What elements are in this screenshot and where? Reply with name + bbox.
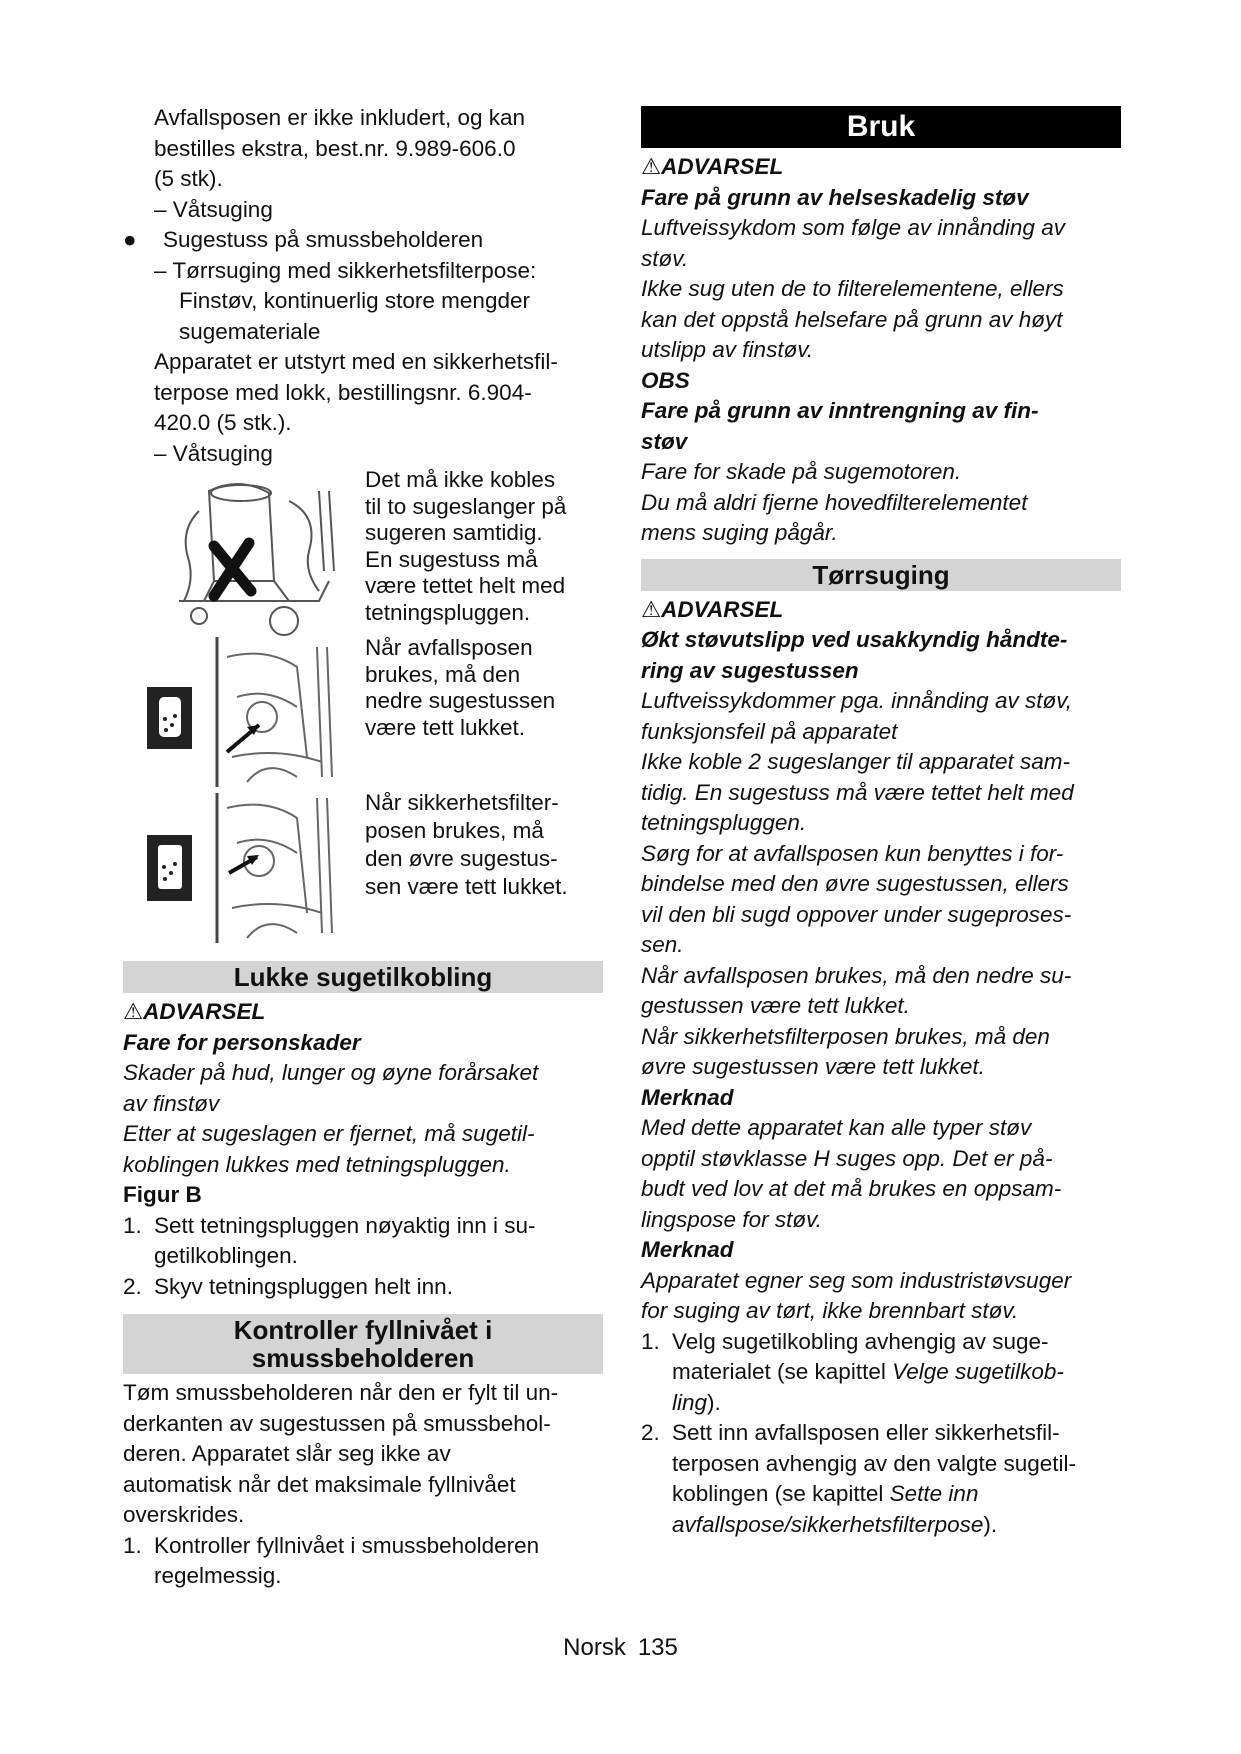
bullet-dot: ● <box>123 227 137 252</box>
note-text: Apparatet egner seg som industristøvsuger <box>641 1267 1072 1293</box>
page-number: 135 <box>637 1634 678 1661</box>
bullet-item <box>123 225 603 256</box>
fig-text-line: En sugestuss må <box>365 546 538 572</box>
hazard-text: vil den bli sugd oppover under sugeproses- <box>641 901 1072 927</box>
fig-text-line: Når sikkerhetsfilter- <box>365 790 559 815</box>
fig-text-line: nedre sugestussen <box>365 688 556 713</box>
page-footer <box>0 1634 1241 1662</box>
fig-text-line: sugeren samtidig. <box>365 520 543 545</box>
body-line: Tøm smussbeholderen når den er fylt til un- <box>123 1380 559 1405</box>
figure-ref: Figur B <box>123 1182 202 1207</box>
intro-line: bestilles ekstra, best.nr. 9.989-606.0 <box>154 135 516 161</box>
step-text: Kontroller fyllnivået i smussbeholderen <box>154 1532 540 1558</box>
vacuum-upper-port-illustration <box>147 793 347 943</box>
step-text <box>672 1479 1121 1510</box>
step-text <box>672 1388 1121 1419</box>
note-text: budt ved lov at det må brukes en oppsam- <box>641 1176 1062 1201</box>
equip-line: 420.0 (5 stk.). <box>154 410 292 435</box>
note-label: Merknad <box>641 1237 734 1262</box>
hazard-text: koblingen lukkes med tetningspluggen. <box>123 1151 511 1177</box>
note-label: Merknad <box>641 1084 734 1110</box>
step-text: Sett tetningspluggen nøyaktig inn i su- <box>154 1212 536 1238</box>
vacuum-lower-port-illustration <box>147 637 347 787</box>
fig-text-line: Når avfallsposen <box>365 635 533 660</box>
step-text <box>672 1357 1121 1388</box>
right-column <box>641 103 1121 1540</box>
fig-text-line: posen brukes, må <box>365 818 544 843</box>
heading-line: Kontroller fyllnivået i <box>233 1315 493 1345</box>
figure-bag-lower <box>123 635 603 801</box>
hazard-text: tidig. En sugestuss må være tettet helt med <box>641 779 1074 805</box>
figure-1-text <box>365 467 605 626</box>
step-text: getilkoblingen. <box>154 1243 298 1268</box>
chapter-ref: Sette inn <box>889 1481 979 1506</box>
bullet-text: Sugestuss på smussbeholderen <box>163 227 484 252</box>
obs-text: mens suging pågår. <box>641 520 838 545</box>
step-item <box>641 1327 1121 1419</box>
step-text: Velg sugetilkobling avhengig av suge- <box>672 1328 1049 1354</box>
hazard-text: gestussen være tett lukket. <box>641 993 910 1018</box>
step-text: Sett inn avfallsposen eller sikkerhetsfil- <box>672 1420 1060 1445</box>
hazard-text: bindelse med den øvre sugestussen, ellers <box>641 871 1069 896</box>
step-text <box>672 1510 1121 1541</box>
hazard-text: Når avfallsposen brukes, må den nedre su- <box>641 962 1072 988</box>
dry-sub-line: sugemateriale <box>179 318 321 344</box>
note-text: opptil støvklasse H suges opp. Det er på- <box>641 1145 1053 1171</box>
figure-filter-upper <box>123 790 603 947</box>
fig-text-line: den øvre sugestus- <box>365 846 558 871</box>
note-text: lingspose for støv. <box>641 1206 822 1232</box>
cross-mark-icon <box>214 543 251 596</box>
vacuum-no-two-hoses-illustration <box>169 471 349 641</box>
step-item <box>123 1211 603 1272</box>
equip-line: terpose med lokk, bestillingsnr. 6.904- <box>154 379 532 405</box>
hazard-title: Økt støvutslipp ved usakkyndig håndte- <box>641 627 1068 652</box>
chapter-ref: ling <box>672 1389 708 1415</box>
step-number: 1. <box>123 1532 142 1558</box>
obs-text: Du må aldri fjerne hovedfilterelementet <box>641 489 1028 515</box>
step-text-part: ). <box>983 1511 998 1537</box>
intro-line: (5 stk). <box>154 166 223 191</box>
fig-text-line: sen være tett lukket. <box>365 874 568 899</box>
step-text-part: ). <box>707 1389 721 1415</box>
section-heading-lukke: Lukke sugetilkobling <box>123 961 603 993</box>
fig-text-line: tetningspluggen. <box>365 599 531 625</box>
hazard-text: sen. <box>641 932 684 957</box>
warning-label: ⚠ADVARSEL <box>641 596 784 622</box>
step-text: Skyv tetningspluggen helt inn. <box>154 1273 453 1299</box>
obs-text: Fare for skade på sugemotoren. <box>641 459 962 484</box>
fig-text-line: til to sugeslanger på <box>365 493 567 519</box>
fig-text-line: være tett lukket. <box>365 714 526 740</box>
section-heading-fyllniva <box>123 1314 603 1374</box>
hazard-text: Sørg for at avfallsposen kun benyttes i for- <box>641 840 1064 866</box>
hazard-text: Ikke koble 2 sugeslanger til apparatet sam- <box>641 749 1070 774</box>
obs-label: OBS <box>641 367 690 393</box>
note-text: for suging av tørt, ikke brennbart støv. <box>641 1298 1019 1323</box>
body-line: deren. Apparatet slår seg ikke av <box>123 1441 451 1466</box>
equip-text <box>123 347 603 469</box>
obs-title: Fare på grunn av inntrengning av fin- <box>641 398 1039 423</box>
fig-text-line: Det må ikke kobles <box>365 467 556 492</box>
intro-line: Avfallsposen er ikke inkludert, og kan <box>154 105 526 130</box>
chapter-ref: avfallspose/sikkerhetsfilterpose <box>672 1511 984 1537</box>
warning-label: ⚠ADVARSEL <box>641 154 784 179</box>
hazard-title: ring av sugestussen <box>641 657 859 683</box>
equip-line: Apparatet er utstyrt med en sikkerhetsfil- <box>154 349 558 374</box>
step-item <box>641 1418 1121 1540</box>
heading-line: smussbeholderen <box>251 1343 475 1373</box>
hazard-text: Etter at sugeslagen er fjernet, må sugetil- <box>123 1121 535 1146</box>
step-number: 1. <box>641 1328 660 1354</box>
intro-line: – Våtsuging <box>154 196 273 222</box>
step-number: 2. <box>123 1273 142 1299</box>
step-text: terposen avhengig av den valgte sugetil- <box>672 1450 1077 1476</box>
fig-text-line: være tettet helt med <box>365 573 566 598</box>
body-line: overskrides. <box>123 1502 245 1527</box>
body-line: automatisk når det maksimale fyllnivået <box>123 1471 516 1497</box>
warning-label: ⚠ADVARSEL <box>123 999 266 1024</box>
hazard-text: Skader på hud, lunger og øyne forårsaket <box>123 1060 539 1085</box>
hazard-text: funksjonsfeil på apparatet <box>641 718 898 744</box>
step-text-part: koblingen (se kapittel <box>672 1481 890 1506</box>
hazard-text: tetningspluggen. <box>641 810 807 835</box>
obs-title: støv <box>641 428 688 454</box>
step-number: 2. <box>641 1420 660 1445</box>
hazard-text: kan det oppstå helsefare på grunn av høyt <box>641 306 1063 332</box>
figure-2-text <box>365 635 605 741</box>
hazard-title: Fare på grunn av helseskadelig støv <box>641 184 1029 210</box>
hazard-text: av finstøv <box>123 1090 220 1116</box>
dry-line: – Tørrsuging med sikkerhetsfilterpose: <box>154 257 537 283</box>
step-item <box>123 1531 603 1592</box>
step-text-part: materialet (se kapittel <box>672 1359 893 1384</box>
figure-two-hoses <box>123 469 603 651</box>
note-text: Med dette apparatet kan alle typer støv <box>641 1115 1032 1140</box>
footer-language: Norsk <box>563 1634 626 1661</box>
step-number: 1. <box>123 1212 142 1238</box>
dry-sub-line: Finstøv, kontinuerlig store mengder <box>179 288 530 313</box>
figure-3-text <box>365 789 605 901</box>
body-line: derkanten av sugestussen på smussbehol- <box>123 1410 551 1436</box>
chapter-ref: Velge sugetilkob- <box>892 1359 1064 1384</box>
intro-text <box>123 103 603 225</box>
hazard-text: utslipp av finstøv. <box>641 337 814 362</box>
left-column <box>123 103 603 1592</box>
hazard-text: øvre sugestussen være tett lukket. <box>641 1054 985 1079</box>
hazard-text: Luftveissykdom som følge av innånding av <box>641 215 1065 240</box>
hazard-text: Når sikkerhetsfilterposen brukes, må den <box>641 1023 1050 1049</box>
hazard-text: Luftveissykdommer pga. innånding av støv, <box>641 688 1073 713</box>
section-heading-bruk: Bruk <box>641 106 1121 148</box>
equip-line: – Våtsuging <box>154 440 273 466</box>
hazard-text: Ikke sug uten de to filterelementene, ellers <box>641 276 1064 301</box>
section-heading-torrsuging: Tørrsuging <box>641 559 1121 591</box>
hazard-title: Fare for personskader <box>123 1029 361 1055</box>
hazard-text: støv. <box>641 245 689 271</box>
step-item <box>123 1272 603 1303</box>
step-text: regelmessig. <box>154 1563 282 1588</box>
fig-text-line: brukes, må den <box>365 661 521 687</box>
